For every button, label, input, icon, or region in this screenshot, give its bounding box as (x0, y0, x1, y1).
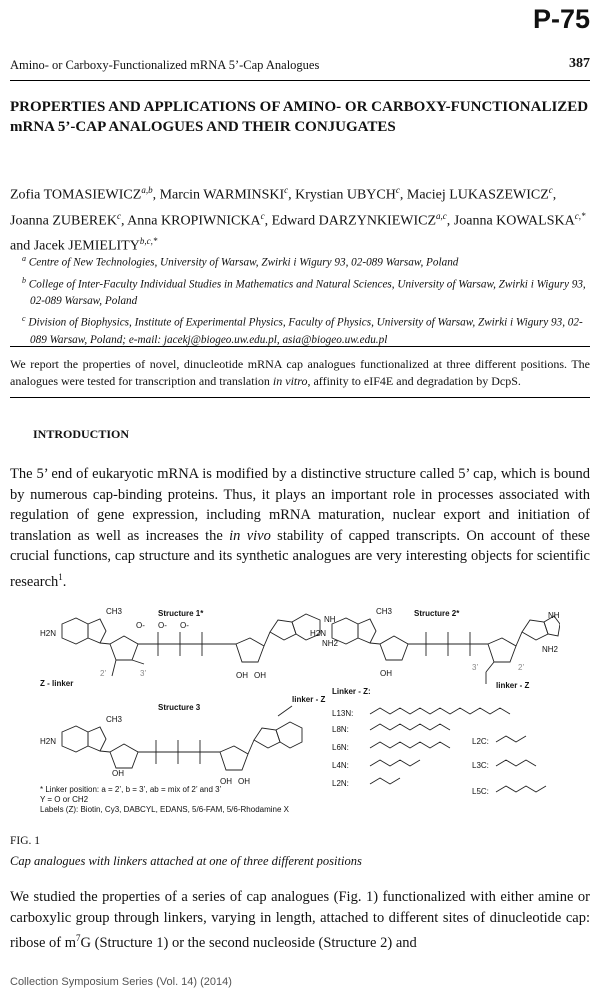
author-name: Joanna ZUBEREK (10, 213, 117, 229)
hydroxyl-label: OH (380, 669, 392, 678)
hydroxyl-label: OH (112, 769, 124, 778)
superscript: 7 (76, 933, 81, 943)
author-separator: , (152, 187, 160, 203)
figure-note: * Linker position: a = 2’, b = 3’, ab = mix of 2’ and 3’ (40, 785, 222, 794)
structure-1-title: Structure 1* (158, 609, 204, 618)
phosphate-oxygen: O- (158, 621, 167, 630)
figure-1-diagram (40, 602, 560, 824)
author-separator: , (399, 187, 407, 203)
linker-z-label: linker - Z (292, 695, 326, 704)
affiliation (22, 250, 592, 272)
amine-label: H2N (310, 629, 327, 638)
author-name: Joanna KOWALSKA (453, 213, 575, 229)
intro-italic: in vivo (229, 527, 271, 544)
amine-label: NH2 (542, 645, 559, 654)
author-affiliation-mark: c (284, 185, 289, 195)
linker-heading: Linker - Z: (332, 687, 371, 696)
abstract-rule (10, 397, 590, 398)
figure-note: Labels (Z): Biotin, Cy3, DABCYL, EDANS, 5/6-FAM, 5/6-Rhodamine X (40, 805, 289, 814)
author-separator: , (552, 187, 557, 203)
body-paragraph (10, 887, 590, 953)
author-name: Maciej LUKASZEWICZ (406, 187, 549, 203)
author-affiliation-mark: c (116, 210, 121, 221)
author-separator: , (264, 213, 272, 229)
author-name: Krystian UBYCH (295, 187, 396, 203)
phosphate-oxygen: O- (180, 621, 189, 630)
author-name: Zofia TOMASIEWICZ (10, 187, 142, 203)
linker-L2C: L2C: (472, 737, 489, 746)
page-footer: Collection Symposium Series (Vol. 14) (2014) (10, 976, 232, 988)
author-affiliation-mark: c,* (574, 210, 586, 221)
nh-label: NH (548, 611, 560, 620)
author-separator: and (10, 238, 34, 254)
linker-z-label: linker - Z (496, 681, 530, 690)
methyl-label: CH3 (376, 607, 393, 616)
abstract (10, 356, 590, 390)
affiliation-rule (10, 346, 590, 347)
author-affiliation-mark: a,c (436, 210, 447, 221)
intro-text-2: stability of capped transcripts. On account of these crucial functions, cap structure and its synthetic analogues are very interesting objects for scientific research (10, 527, 590, 590)
section-heading: INTRODUCTION (33, 427, 130, 441)
author-separator: , (120, 213, 128, 229)
page-number: 387 (569, 56, 590, 71)
affiliation-mark: b (22, 275, 26, 285)
structure-3-title: Structure 3 (158, 703, 201, 712)
affiliation (22, 310, 592, 349)
position-2-label: 2’ (100, 669, 107, 678)
intro-text: The 5’ end of eukaryotic mRNA is modified by a distinctive structure called 5’ cap, which is bound by numerous cap-binding proteins. Thus, it plays an important role in processes associated with regulation of gene expression, including mRNA maturation, nuclear export and initiation of translation as well as increases the (10, 466, 590, 544)
linker-L8N: L8N: (332, 725, 349, 734)
author-name: Marcin WARMINSKI (159, 187, 285, 203)
figure-note: Y = O or CH2 (40, 795, 89, 804)
intro-text-end: . (62, 573, 67, 590)
linker-L13N: L13N: (332, 709, 354, 718)
page-code: P-75 (532, 4, 590, 34)
author-name: Edward DARZYNKIEWICZ (271, 213, 437, 229)
affiliation-text: Centre of New Technologies, University of Warsaw, Zwirki i Wigury 93, 02-089 Warsaw, Poland (28, 256, 459, 269)
header-rule (10, 80, 590, 81)
methyl-label: CH3 (106, 607, 123, 616)
phosphate-oxygen: O- (136, 621, 145, 630)
amine-label: NH2 (322, 639, 339, 648)
author-affiliation-mark: c (395, 185, 400, 195)
running-header-title: Amino- or Carboxy-Functionalized mRNA 5’-Cap Analogues (10, 58, 320, 72)
affiliation-mark: c (22, 314, 26, 324)
reference-mark: 1 (58, 571, 63, 582)
abstract-text: We report the properties of novel, dinucleotide mRNA cap analogues functionalized at three different positions. The analogues were tested for transcription and translation (10, 357, 590, 388)
body-text-end: G (Structure 1) or the second nucleoside (Structure 2) and (80, 934, 417, 951)
structure-2-title: Structure 2* (414, 609, 460, 618)
paper-title: PROPERTIES AND APPLICATIONS OF AMINO- OR CARBOXY-FUNCTIONALIZED mRNA 5’-CAP ANALOGUES AND THEIR CONJUGATES (10, 99, 589, 135)
linker-L4N: L4N: (332, 761, 349, 770)
author-name: Jacek JEMIELITY (33, 238, 140, 254)
affiliation (22, 272, 592, 311)
author-affiliation-mark: c (548, 185, 553, 195)
running-header (10, 58, 590, 73)
affiliation-list (22, 250, 592, 349)
author-affiliation-mark: a,b (141, 185, 153, 195)
position-2-label: 2’ (518, 663, 525, 672)
figure-label: FIG. 1 (10, 835, 41, 847)
author-affiliation-mark: b,c,* (139, 236, 158, 247)
linker-L5C: L5C: (472, 787, 489, 796)
abstract-text-end: , affinity to eIF4E and degradation by DcpS. (307, 374, 521, 388)
author-list (10, 180, 595, 257)
affiliation-text: Division of Biophysics, Institute of Experimental Physics, Faculty of Physics, University of Warsaw, Zwirki i Wigury 93, 02-089 Warsaw, Poland; e-mail: jacekj@biogeo.uw.edu.pl, asia@biogeo.uw.edu.pl (28, 317, 583, 347)
intro-paragraph (10, 464, 590, 592)
affiliation-text: College of Inter-Faculty Individual Studies in Mathematics and Natural Sciences, University of Warsaw, Zwirki i Wigury 93, 02-089 Warsaw, Poland (28, 278, 586, 308)
linker-L2N: L2N: (332, 779, 349, 788)
position-3-label: 3’ (140, 669, 147, 678)
author-separator: , (288, 187, 296, 203)
hydroxyl-label: OH (254, 671, 266, 680)
affiliation-mark: a (22, 254, 26, 263)
hydroxyl-label: OH (236, 671, 248, 680)
hydroxyl-label: OH (238, 777, 250, 786)
methyl-label: CH3 (106, 715, 123, 724)
figure-caption: Cap analogues with linkers attached at one of three different positions (10, 854, 362, 868)
author-affiliation-mark: c (260, 210, 265, 221)
z-linker-label: Z - linker (40, 679, 74, 688)
amine-label: H2N (40, 737, 57, 746)
body-text: We studied the properties of a series of cap analogues (Fig. 1) functionalized with either amine or carboxylic group through linkers, varying in length, attached to different sites of dinucleotide cap: ribose of m (10, 889, 590, 951)
position-3-label: 3’ (472, 663, 479, 672)
nh-label: NH (324, 615, 336, 624)
linker-L6N: L6N: (332, 743, 349, 752)
amine-label: H2N (40, 629, 57, 638)
abstract-italic: in vitro (272, 374, 308, 388)
author-name: Anna KROPIWNICKA (127, 213, 261, 229)
author-separator: , (446, 213, 454, 229)
hydroxyl-label: OH (220, 777, 232, 786)
linker-L3C: L3C: (472, 761, 489, 770)
